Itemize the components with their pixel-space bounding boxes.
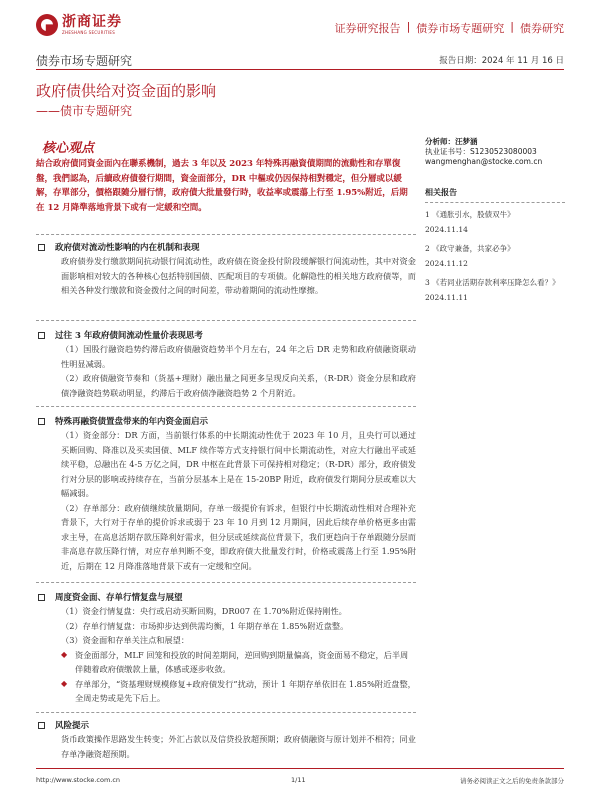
report-header [0, 0, 600, 50]
nav-separator: | [406, 20, 411, 33]
section-past-three-years [36, 328, 416, 400]
section-weekly-review [36, 590, 416, 706]
section-paragraph: （1）资金行情复盘：央行或启动买断回购，DR007 在 1.70%附近保持刚性。 [61, 606, 347, 616]
section-paragraph: 政府债券发行缴款期间抗动银行间流动性，政府债在资金投付阶段缓解银行间流动性，其中对资金面影响相对较大的各种核心包括特别国债、匹配项目的专项债。化解隐性的相关地方政府债等，而相关各种发行缴款和资金拨付之间的时间差，带动着期间的流动性摩擦。 [61, 256, 416, 295]
related-report-date: 2024.11.11 [425, 293, 468, 302]
logo-mark-icon [36, 14, 58, 36]
report-type: 债券市场专题研究 [36, 54, 133, 68]
diamond-bullet-icon: ◆ [61, 678, 68, 688]
analyst-email[interactable]: wangmenghan@stocke.com.cn [425, 157, 543, 166]
related-report-date: 2024.11.12 [425, 259, 468, 268]
section-heading: 周度资金面、存单行情复盘与展望 [55, 593, 183, 603]
logo-en: ZHESHANG SECURITIES [62, 29, 116, 35]
section-bullet-icon [38, 594, 45, 601]
section-divider [36, 320, 416, 321]
section-paragraph: （2）存单部分：政府债继续放量期间，存单一级提价有诉求，但银行中长期流动性相对合理补充背景下，大行对于存单的提价诉求或弱于 23 年 10 月到 12 月期间，因此后续存单价格更多由需求主导，在高息活期存款压降利好需求，但分层或延续高位背景下，我们更趋向于存单跟随分层而非高息存款压降行情，对应存单判断不变，即政府债大批量发行时，价格或震荡上行至 1.95%附近，后期在 12 月降准落地背景下或有一定缓和空间。 [61, 502, 416, 571]
footer-url[interactable]: http://www.stocke.com.cn [36, 776, 121, 784]
list-item-text: 资金面部分，MLF 回笼和投放的时间差期间，逆回购到期量偏高，资金面易不稳定，后半周伴随着政府债缴款上量，体感或逐步收敛。 [75, 649, 409, 674]
header-nav [335, 20, 564, 36]
section-divider [36, 712, 416, 713]
analyst-name: 分析师：汪梦涵 [425, 137, 478, 146]
page-number: 1/11 [291, 776, 306, 784]
section-paragraph: （3）资金面和存单关注点和展望： [61, 635, 190, 645]
section-paragraph: （2）政府债融资节奏和（货基+理财）融出量之间更多呈现反向关系，（R-DR）资金分层和政府债净融资趋势联动明显，约滞后于政府债净融资趋势 2 个月附近。 [61, 373, 416, 398]
section-risk [36, 718, 416, 761]
related-reports-title: 相关报告 [425, 187, 565, 203]
section-heading: 风险提示 [55, 721, 90, 731]
section-bullet-icon [38, 722, 45, 729]
related-report-link[interactable]: 2 《政守兼备，共家必争》 [425, 244, 515, 253]
page-footer [36, 768, 564, 788]
diamond-bullet-icon: ◆ [61, 649, 68, 659]
sidebar [425, 137, 565, 305]
section-paragraph: （1）资金部分：DR 方面，当前银行体系的中长期流动性优于 2023 年 10 月，且央行可以通过买断回购、降准以及买卖国债、MLF 续作等方式支持银行间中长期流动性，对应大行融出平或延续平稳，总融出在 4-5 万亿之间，DR 中枢在此背景下可保持相对稳定；（R-DR）部分，政府债发行对分层的影响或持续存在，当前分层基本上是在 15-20BP 附近，政府债发行期间分层或难以大幅减弱。 [61, 430, 416, 498]
core-view-heading: 核心观点 [42, 141, 95, 156]
analyst-cert: 执业证书号：S1230523080003 [425, 147, 537, 156]
section-divider [36, 234, 416, 235]
section-heading: 政府债对流动性影响的内在机制和表现 [55, 243, 200, 253]
related-report-link[interactable]: 3 《若同业活期存款利率压降怎么看？》 [425, 278, 560, 287]
section-heading: 特殊再融资债置盘带来的年内资金面启示 [55, 417, 209, 427]
report-title: 政府债供给对资金面的影响 [36, 82, 217, 100]
section-paragraph: （2）存单行情复盘：市场抑步达到供需均衡，1 年期存单在 1.85%附近盘整。 [61, 620, 349, 631]
nav-separator: | [510, 20, 514, 33]
nav-item-research-report: 证券研究报告 [334, 22, 401, 35]
section-special-refinancing [36, 414, 416, 573]
section-divider [36, 582, 416, 583]
report-subbar [36, 48, 564, 70]
core-view-abstract: 結合政府債同資金面內在聯系機制，過去 3 年以及 2023 年特殊再融資債期間的流動性和存單復盤，我們認為，后續政府債發行期間，資金面部分，DR 中樞或仍因保持相對穩定，但分層或以緩解，存單部分，價格跟隨分層行情，政府債大批量發行時，收益率或震蕩上行至 1.95%附近，后期在 12 月降準落地背景下或有一定緩和空間。 [36, 159, 408, 213]
disclaimer-note: 请务必阅读正文之后的免责条款部分 [460, 777, 564, 785]
company-logo [36, 14, 122, 36]
report-subtitle: ——债市专题研究 [36, 104, 133, 118]
list-item [61, 677, 416, 706]
section-bullet-icon [38, 418, 45, 425]
section-paragraph: （1）国股行融资趋势约滞后政府债融资趋势半个月左右，24 年之后 DR 走势和政府债融资联动性明显减弱。 [61, 344, 416, 369]
logo-cn: 浙商证券 [62, 13, 122, 30]
list-item-text: 存单部分，“资基理财规模修复+政府债发行”扰动，预计 1 年期存单依旧在 1.85%附近盘整，全周走势或是先下后上。 [75, 678, 416, 703]
section-divider [36, 406, 416, 407]
nav-item-bond-research: 债券研究 [520, 22, 564, 35]
related-report-date: 2024.11.14 [425, 225, 468, 234]
section-paragraph: 货币政策操作思路发生转变；外汇占款以及信贷投放超预期；政府债融资与原计划并不相符；同业存单净融资超预期。 [61, 734, 416, 759]
report-date: 报告日期：2024 年 11 月 16 日 [439, 56, 564, 66]
section-heading: 过往 3 年政府债间流动性量价表现思考 [55, 331, 203, 341]
section-mechanism [36, 240, 416, 298]
section-bullet-icon [38, 332, 45, 339]
section-bullet-icon [38, 244, 45, 251]
related-report-link[interactable]: 1 《通胀引水，股债双牛》 [425, 210, 515, 219]
nav-item-bond-topic: 债券市场专题研究 [416, 22, 505, 35]
list-item [61, 648, 416, 677]
